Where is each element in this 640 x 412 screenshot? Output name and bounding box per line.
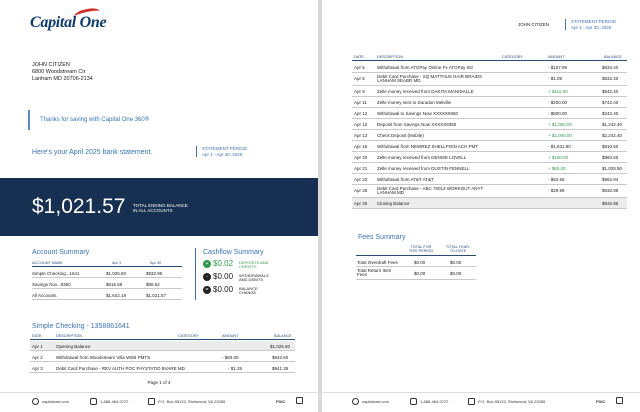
table-row <box>352 97 627 108</box>
total-label-line: IN ALL ACCOUNTS <box>133 208 173 213</box>
balance-cell: $1,025.60 <box>270 344 291 349</box>
footer-website[interactable]: capitalone.com <box>362 399 389 404</box>
table-header <box>352 53 627 61</box>
amount-cell: + $110.00 <box>548 89 568 94</box>
footer-website[interactable]: capitalone.com <box>42 399 69 404</box>
date-cell: Apr 11 <box>354 100 367 105</box>
description-cell: Debit Card Purchase - SQ MATTHUS HAIR BRAIDS LANHAM SEABR MD <box>377 73 482 83</box>
date-cell: Apr 1 <box>32 344 43 349</box>
mailing-address <box>32 62 93 83</box>
date-cell: Apr 6 <box>354 76 365 81</box>
account-name: Savings Nov...9360 <box>32 282 71 287</box>
period-value: Apr 1 - Apr 30, 2025 <box>202 151 243 157</box>
header-cell: BALANCE <box>604 55 622 59</box>
date-cell: Apr 22 <box>354 177 368 182</box>
cashflow-label: BALANCE CHANGE <box>239 286 258 295</box>
table-row <box>352 73 627 86</box>
table-header <box>356 244 476 256</box>
address-line: Lanham MD 20706-2134 <box>32 76 93 82</box>
fdic-logo: FDIC <box>596 399 606 404</box>
description-cell: Withdrawal from AT&T AT&T <box>377 177 434 182</box>
amount-cell: - $1.09 <box>548 76 563 81</box>
statement-heading: Here's your April 2025 bank statement. <box>32 149 153 156</box>
cashflow-amount: $0.02 <box>213 259 234 268</box>
description-cell: Withdrawal from NEWREZ SHELLPOIN ACH PMT <box>377 144 479 149</box>
equals-icon: = <box>203 286 211 294</box>
description-cell: Debit Card Purchase - ABC 70013 WORKOUT ANYT LANHAM MD <box>377 185 484 195</box>
header-cell: DATE <box>354 55 364 59</box>
cashflow-item <box>203 259 313 270</box>
cashflow-amount: $0.00 <box>213 285 234 294</box>
end-balance: $88.62 <box>146 282 160 287</box>
cashflow-divider <box>195 248 196 300</box>
date-cell: Apr 3 <box>32 366 43 371</box>
table-row <box>32 279 182 289</box>
phone-icon <box>90 398 97 405</box>
cashflow-title: Cashflow Summary <box>203 249 264 256</box>
balance-cell: $942.60 <box>272 355 289 360</box>
checking-transactions-table <box>30 332 295 374</box>
fees-summary-title: Fees Summary <box>358 234 406 241</box>
header-cell: CATEGORY <box>502 55 523 59</box>
date-cell: Apr 30 <box>354 188 368 193</box>
fees-table <box>356 244 476 280</box>
total-ending-balance: $1,021.57 <box>32 195 126 218</box>
description-cell: Zelle money received from DUSTIN FENNELL <box>377 166 470 171</box>
footer-divider <box>322 392 640 393</box>
table-row <box>352 108 627 119</box>
balance-cell: $832.40 <box>602 76 619 81</box>
cashflow-list <box>203 259 313 299</box>
amount-cell: - $1.25 <box>228 366 243 371</box>
start-balance: $1,642.18 <box>106 293 127 298</box>
equal-housing-icon <box>296 397 303 404</box>
header-cell: Apr 30 <box>150 261 162 265</box>
checking-title: Simple Checking - 1358861641 <box>32 323 130 330</box>
account-summary-table <box>32 259 182 303</box>
fee-period: $0.00 <box>414 271 426 276</box>
statement-period <box>565 19 616 30</box>
amount-cell: - $500.00 <box>548 111 568 116</box>
header-cell: AMOUNT <box>222 334 239 338</box>
cashflow-amount: $0.00 <box>213 272 234 281</box>
fee-name: Total Overdraft Fees <box>357 260 398 265</box>
table-row <box>356 257 476 267</box>
table-row <box>352 163 627 174</box>
table-row <box>32 268 182 278</box>
transactions-table <box>352 53 627 213</box>
footer-address: P.O. Box 85123, Richmond, VA 23285 <box>158 399 226 404</box>
address-line: 6800 Woodstream Cir <box>32 69 86 75</box>
globe-icon <box>32 398 39 405</box>
description-cell: Zelle money received from DAKITA MANIDALLE <box>377 89 474 94</box>
date-cell: Apr 20 <box>354 155 368 160</box>
date-cell: Apr 12 <box>354 111 368 116</box>
header-cell: TOTAL YEAR-TO-DATE <box>445 245 471 253</box>
balance-cell: $1,242.40 <box>602 122 623 127</box>
header-cell: Apr 1 <box>112 261 122 265</box>
table-row <box>352 130 627 141</box>
balance-cell: $810.50 <box>602 144 619 149</box>
date-cell: Apr 5 <box>354 65 365 70</box>
description-cell: Debit Card Purchase - REV AUTH POC PAYSTATIO BVARE MD <box>56 366 185 371</box>
footer-phone: 1-888-464-0727 <box>100 399 129 404</box>
balance-cell: $960.50 <box>602 155 619 160</box>
header-cell: DESCRIPTION <box>377 55 403 59</box>
amount-cell: - $62.56 <box>548 177 565 182</box>
balance-cell: $2,242.40 <box>602 133 623 138</box>
amount-cell: - $200.00 <box>548 100 568 105</box>
fdic-logo: FDIC <box>276 399 286 404</box>
description-cell: Withdrawal from ATGPay Online Fx ATGPay Intl <box>377 65 473 70</box>
end-balance: $932.95 <box>146 271 163 276</box>
date-cell: Apr 2 <box>32 355 43 360</box>
account-summary-title: Account Summary <box>32 249 90 256</box>
total-balance-label <box>133 203 188 213</box>
table-row <box>352 185 627 198</box>
page-number: Page 1 of 4 <box>147 380 171 385</box>
balance-cell: $242.40 <box>602 111 619 116</box>
description-cell: Closing Balance <box>377 201 410 206</box>
footer-phone: 1-888-464-0727 <box>420 399 449 404</box>
description-cell: Check Deposit (Mobile) <box>377 133 424 138</box>
amount-cell: + $1,000.00 <box>548 122 572 127</box>
date-cell: Apr 13 <box>354 133 368 138</box>
description-cell: Opening Balance <box>56 344 91 349</box>
mail-icon <box>468 398 475 405</box>
amount-cell: + $1,000.00 <box>548 133 572 138</box>
description-cell: Zelle money received from DENISE LOVELL <box>377 155 467 160</box>
fee-period: $0.00 <box>414 260 426 265</box>
balance-cell: $941.35 <box>272 366 289 371</box>
account-name: All Accounts <box>32 293 57 298</box>
balance-cell: $932.95 <box>602 201 619 206</box>
header-cell: TOTAL FOR THIS PERIOD <box>408 245 434 253</box>
start-balance: $1,025.60 <box>106 271 127 276</box>
phone-icon <box>410 398 417 405</box>
address-line: JOHN CITIZEN <box>32 62 70 68</box>
date-cell: Apr 12 <box>354 122 368 127</box>
balance-cell: $932.95 <box>602 188 619 193</box>
capital-one-logo: Capital One <box>30 14 107 31</box>
description-cell: Withdrawal to Savings Now XXXXX9360 <box>377 111 459 116</box>
period-label: STATEMENT PERIOD <box>571 19 617 24</box>
statement-period <box>196 146 247 157</box>
amount-cell: + $65.00 <box>548 166 566 171</box>
account-name: Simple Checking...1641 <box>32 271 80 276</box>
statement-page-1 <box>0 0 318 412</box>
date-cell: Apr 9 <box>354 89 365 94</box>
amount-cell: - $83.00 <box>222 355 239 360</box>
table-row <box>352 141 627 152</box>
thanks-message: Thanks for saving with Capital One 360® <box>28 110 300 130</box>
cashflow-item <box>203 272 313 283</box>
footer-divider <box>0 392 318 393</box>
balance-cell: $1,025.50 <box>602 166 623 171</box>
total-label-line: TOTAL ENDING BALANCE <box>133 203 188 208</box>
table-header <box>32 259 182 267</box>
balance-cell: $962.94 <box>602 177 619 182</box>
cashflow-item <box>203 285 313 296</box>
header-cell: CATEGORY <box>178 334 199 338</box>
amount-cell: - $1,631.90 <box>548 144 571 149</box>
table-row <box>352 152 627 163</box>
table-row <box>352 86 627 97</box>
amount-cell: - $107.99 <box>548 65 568 70</box>
table-row <box>30 363 295 373</box>
plus-icon: + <box>203 260 211 268</box>
header-cell: DATE <box>32 334 42 338</box>
amount-cell: - $29.99 <box>548 188 565 193</box>
equal-housing-icon <box>616 397 623 404</box>
balance-cell: $742.40 <box>602 100 619 105</box>
customer-name: JOHN CITIZEN <box>518 22 549 27</box>
fee-ytd: $0.00 <box>450 271 462 276</box>
end-balance: $1,021.57 <box>146 293 167 298</box>
amount-cell: + $150.00 <box>548 155 569 160</box>
table-row <box>352 119 627 130</box>
header-cell: AMOUNT <box>548 55 565 59</box>
balance-cell: $942.40 <box>602 89 619 94</box>
table-row <box>32 290 182 300</box>
table-row <box>30 341 295 351</box>
cashflow-label: WITHDRAWALS AND DEBITS <box>239 273 269 282</box>
description-cell: Withdrawal from Woodstream Villa WEB PMTS <box>56 355 151 360</box>
period-label: STATEMENT PERIOD <box>202 146 248 151</box>
footer-address: P.O. Box 85123, Richmond, VA 23285 <box>478 399 546 404</box>
minus-icon: - <box>203 273 211 281</box>
date-cell: Apr 30 <box>354 201 368 206</box>
fee-name: Total Return Item Fees <box>357 268 392 277</box>
start-balance: $616.58 <box>106 282 123 287</box>
table-row <box>352 198 627 209</box>
statement-page-2 <box>322 0 640 412</box>
table-row <box>352 62 627 73</box>
table-row <box>356 268 476 280</box>
balance-cell: $833.40 <box>602 65 619 70</box>
header-cell: DESCRIPTION <box>56 334 82 338</box>
globe-icon <box>352 398 359 405</box>
mail-icon <box>148 398 155 405</box>
table-header <box>30 332 295 340</box>
period-value: Apr 1 - Apr 30, 2025 <box>571 24 612 30</box>
date-cell: Apr 21 <box>354 166 368 171</box>
description-cell: Zelle money sent to Duradon Melville <box>377 100 452 105</box>
fee-ytd: $0.00 <box>450 260 462 265</box>
table-row <box>30 352 295 362</box>
date-cell: Apr 15 <box>354 144 368 149</box>
header-cell: BALANCE <box>274 334 292 338</box>
header-cell: ACCOUNT NAME <box>32 261 63 265</box>
cashflow-label: DEPOSITS AND CREDITS <box>239 260 269 269</box>
table-row <box>352 174 627 185</box>
description-cell: Deposit from Savings Now XXXXX9360 <box>377 122 457 127</box>
